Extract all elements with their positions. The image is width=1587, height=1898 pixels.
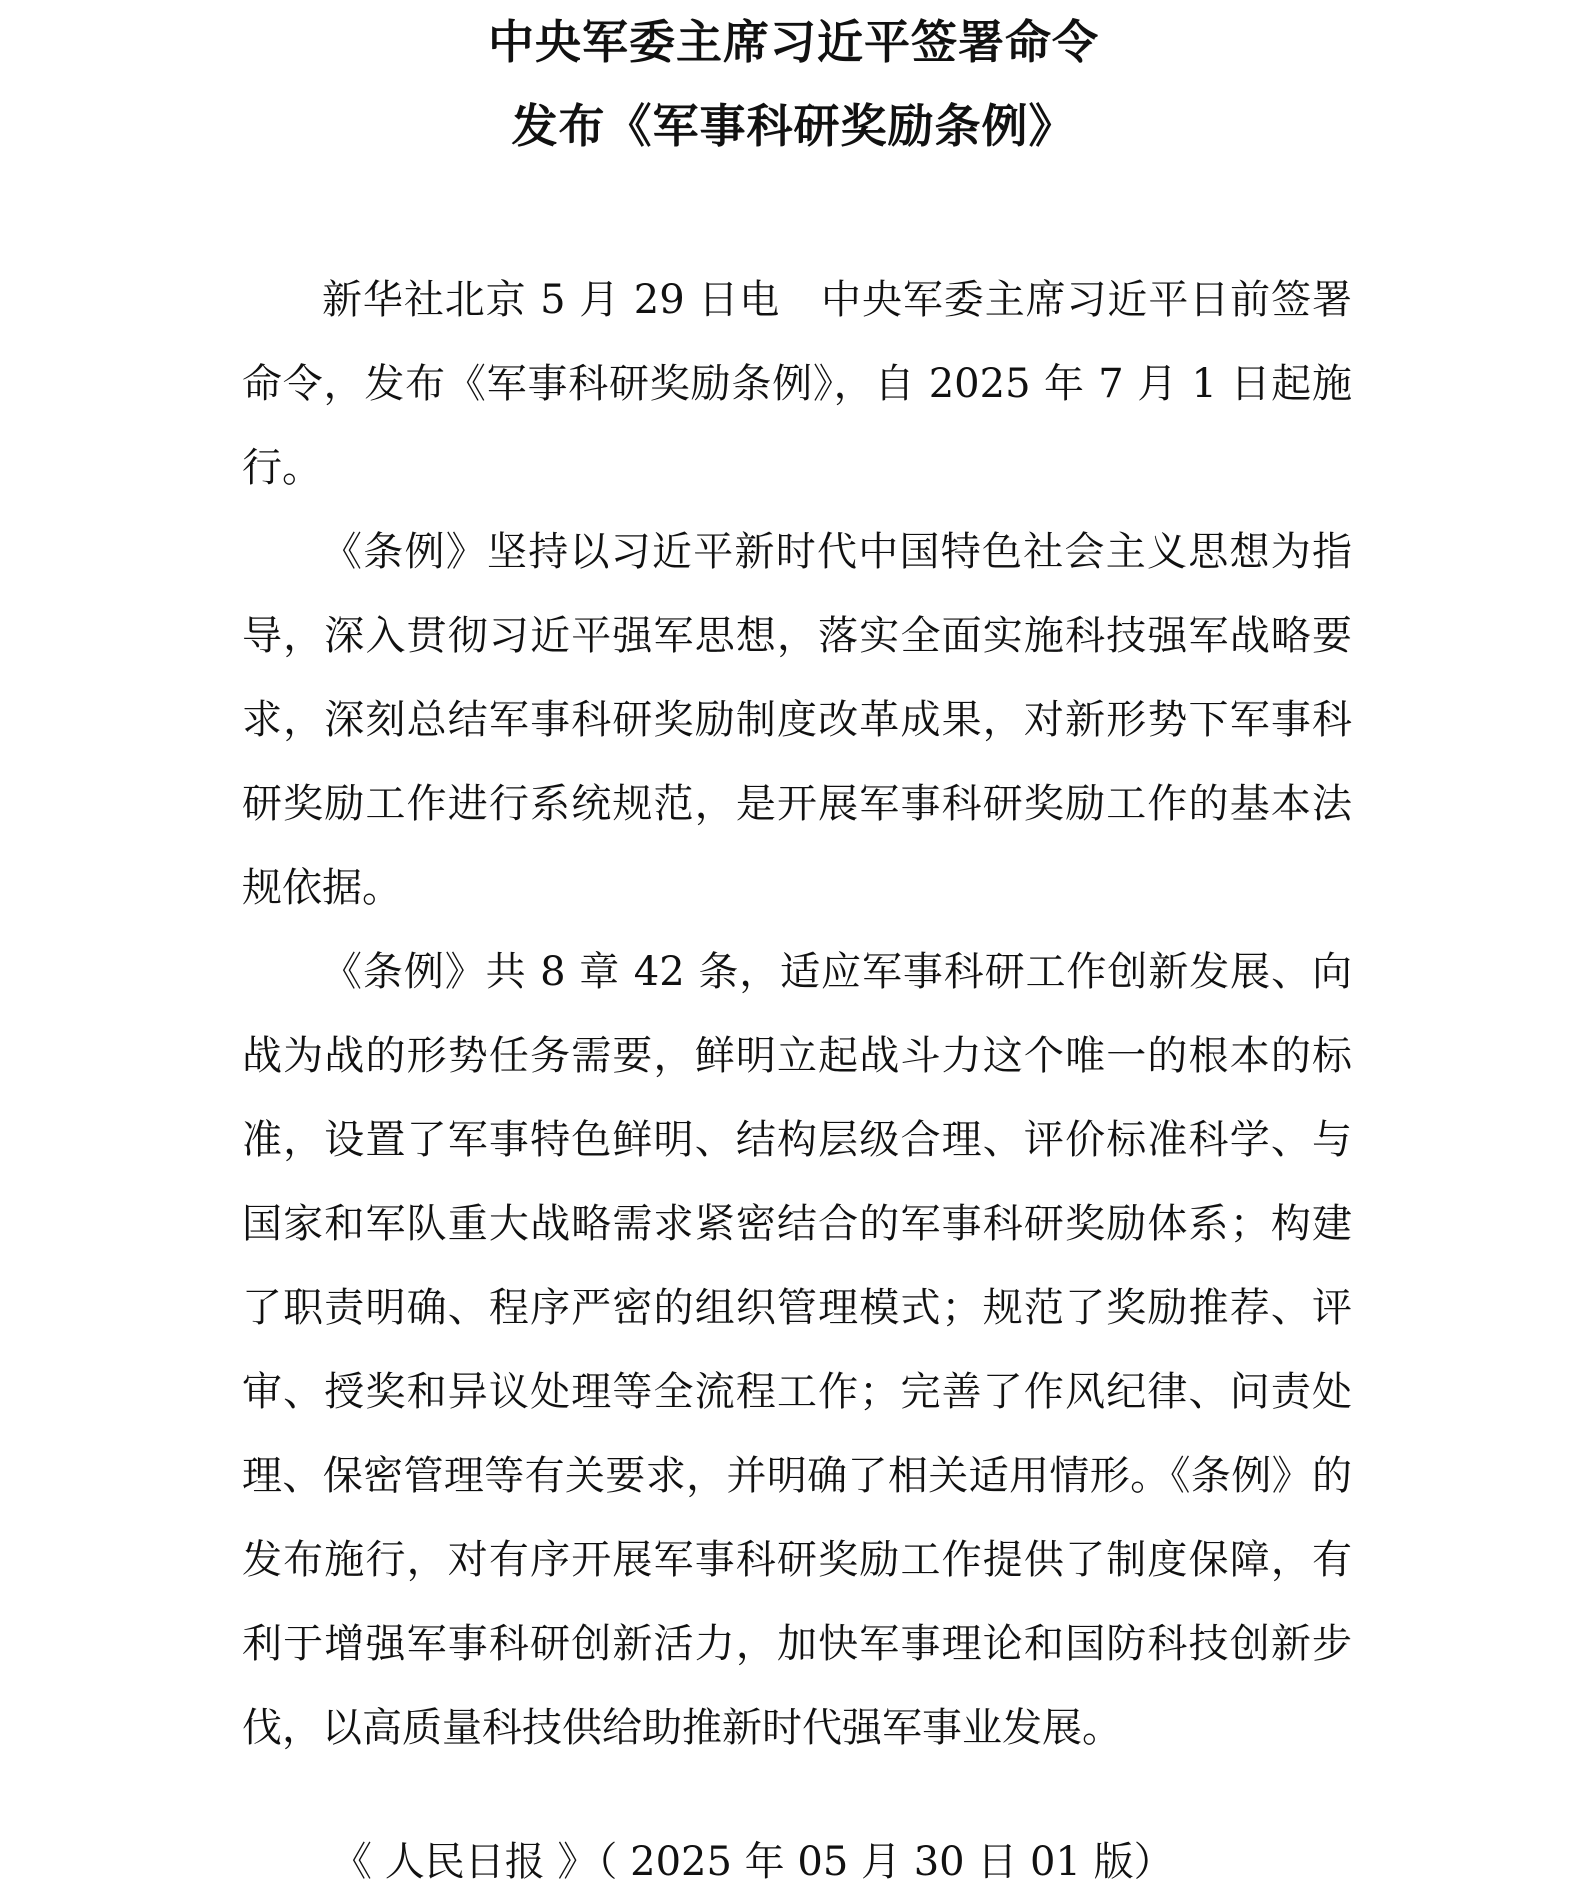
- source-citation: 《 人民日报 》（ 2025 年 05 月 30 日 01 版）: [332, 1839, 1174, 1885]
- paragraph-2: 《条例》坚持以习近平新时代中国特色社会主义思想为指导，深入贯彻习近平强军思想，落实全面实施科技强军战略要求，深刻总结军事科研奖励制度改革成果，对新形势下军事科研奖励工作进行系统规范，是开展军事科研奖励工作的基本法规依据。: [242, 529, 1352, 911]
- headline-line-1: 中央军委主席习近平签署命令: [488, 15, 1099, 69]
- headline-line-2: 发布《军事科研奖励条例》: [511, 99, 1076, 153]
- article-body: [242, 258, 1352, 1770]
- paragraph-3: 《条例》共 8 章 42 条，适应军事科研工作创新发展、向战为战的形势任务需要，鲜明立起战斗力这个唯一的根本的标准，设置了军事特色鲜明、结构层级合理、评价标准科学、与国家和军队重大战略需求紧密结合的军事科研奖励体系；构建了职责明确、程序严密的组织管理模式；规范了奖励推荐、评审、授奖和异议处理等全流程工作；完善了作风纪律、问责处理、保密管理等有关要求，并明确了相关适用情形。《条例》的发布施行，对有序开展军事科研奖励工作提供了制度保障，有利于增强军事科研创新活力，加快军事理论和国防科技创新步伐，以高质量科技供给助推新时代强军事业发展。: [242, 949, 1352, 1751]
- paragraph-1: 新华社北京 5 月 29 日电 中央军委主席习近平日前签署命令，发布《军事科研奖励条例》，自 2025 年 7 月 1 日起施行。: [242, 277, 1352, 491]
